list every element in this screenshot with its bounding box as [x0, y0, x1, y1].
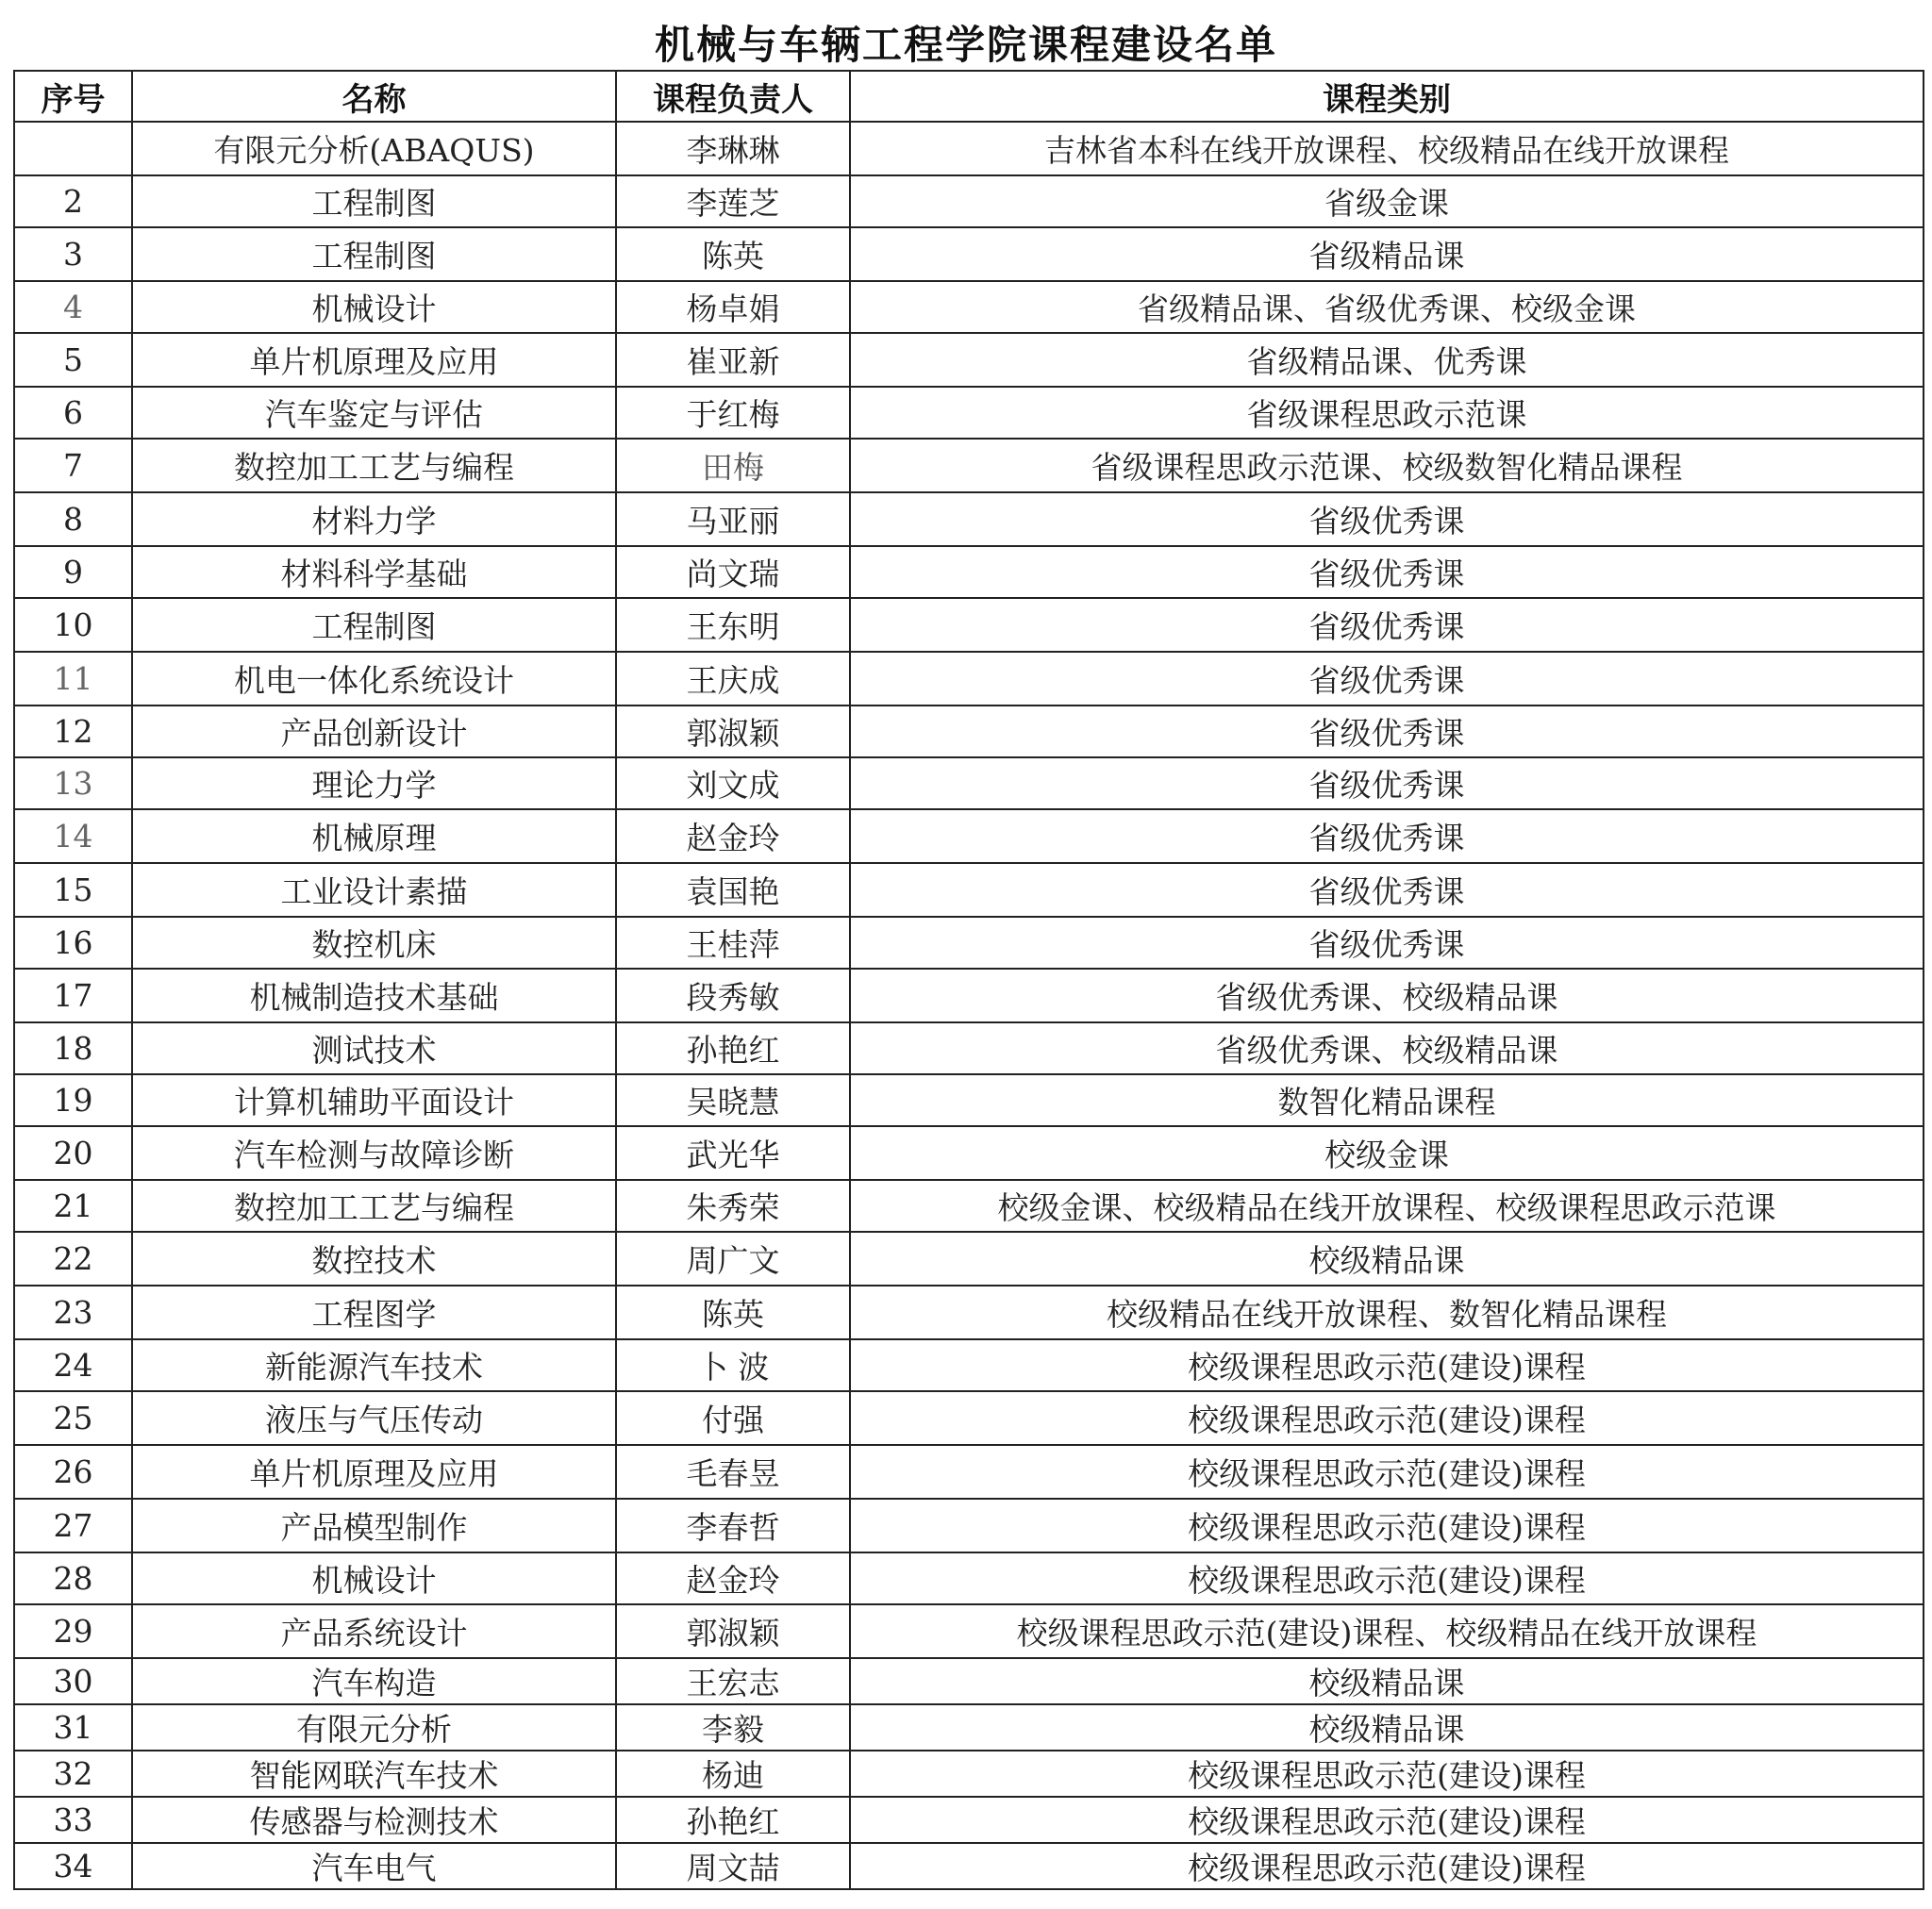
- cell-index: 26: [14, 1445, 132, 1499]
- cell-course-lead: 田梅: [616, 439, 850, 492]
- table-row: [14, 1232, 1924, 1286]
- cell-course-lead: 武光华: [616, 1126, 850, 1180]
- table-row: [14, 1126, 1924, 1180]
- table-row: [14, 281, 1924, 333]
- cell-course-lead: 孙艳红: [616, 1022, 850, 1074]
- cell-course-lead: 李莲芝: [616, 175, 850, 227]
- header-name: 名称: [132, 71, 616, 122]
- cell-course-category: 省级优秀课、校级精品课: [850, 1022, 1924, 1074]
- cell-course-category: 校级精品课: [850, 1232, 1924, 1286]
- cell-course-lead: 朱秀荣: [616, 1180, 850, 1232]
- cell-course-name: 数控加工工艺与编程: [132, 1180, 616, 1232]
- table-row: [14, 492, 1924, 546]
- cell-index: 7: [14, 439, 132, 492]
- cell-index: [14, 122, 132, 175]
- cell-index: 28: [14, 1552, 132, 1604]
- cell-course-category: 省级优秀课、校级精品课: [850, 969, 1924, 1022]
- cell-course-lead: 于红梅: [616, 387, 850, 439]
- table-row: [14, 1022, 1924, 1074]
- cell-course-lead: 赵金玲: [616, 809, 850, 863]
- table-row: [14, 1180, 1924, 1232]
- table-row: [14, 546, 1924, 598]
- cell-index: 11: [14, 652, 132, 706]
- cell-course-category: 省级优秀课: [850, 492, 1924, 546]
- table-row: [14, 706, 1924, 757]
- cell-course-name: 传感器与检测技术: [132, 1797, 616, 1843]
- table-row: [14, 652, 1924, 706]
- table-row: [14, 333, 1924, 387]
- cell-course-category: 省级优秀课: [850, 757, 1924, 809]
- cell-course-name: 工业设计素描: [132, 863, 616, 917]
- cell-index: 30: [14, 1658, 132, 1704]
- cell-index: 23: [14, 1286, 132, 1339]
- cell-course-lead: 周广文: [616, 1232, 850, 1286]
- cell-index: 10: [14, 598, 132, 652]
- cell-course-name: 有限元分析: [132, 1704, 616, 1751]
- cell-course-category: 省级优秀课: [850, 809, 1924, 863]
- table-row: [14, 1797, 1924, 1843]
- cell-course-category: 省级优秀课: [850, 546, 1924, 598]
- cell-course-name: 工程制图: [132, 598, 616, 652]
- cell-course-name: 单片机原理及应用: [132, 333, 616, 387]
- table-row: [14, 1552, 1924, 1604]
- cell-course-lead: 李琳琳: [616, 122, 850, 175]
- cell-course-category: 省级优秀课: [850, 652, 1924, 706]
- cell-index: 34: [14, 1843, 132, 1889]
- table-row: [14, 917, 1924, 969]
- cell-course-category: 省级精品课: [850, 227, 1924, 281]
- cell-course-name: 计算机辅助平面设计: [132, 1074, 616, 1126]
- cell-course-name: 汽车构造: [132, 1658, 616, 1704]
- cell-course-name: 机械制造技术基础: [132, 969, 616, 1022]
- cell-course-lead: 杨迪: [616, 1751, 850, 1797]
- cell-course-category: 校级课程思政示范(建设)课程: [850, 1499, 1924, 1552]
- table-row: [14, 175, 1924, 227]
- cell-course-lead: 付强: [616, 1391, 850, 1445]
- cell-course-category: 省级优秀课: [850, 863, 1924, 917]
- cell-course-lead: 崔亚新: [616, 333, 850, 387]
- cell-course-name: 产品系统设计: [132, 1604, 616, 1658]
- table-row: [14, 1339, 1924, 1391]
- cell-course-name: 工程图学: [132, 1286, 616, 1339]
- cell-index: 17: [14, 969, 132, 1022]
- cell-course-name: 产品创新设计: [132, 706, 616, 757]
- table-row: [14, 1658, 1924, 1704]
- cell-index: 2: [14, 175, 132, 227]
- cell-course-lead: 周文喆: [616, 1843, 850, 1889]
- cell-course-category: 省级精品课、优秀课: [850, 333, 1924, 387]
- cell-course-lead: 赵金玲: [616, 1552, 850, 1604]
- table-row: [14, 227, 1924, 281]
- cell-course-name: 工程制图: [132, 175, 616, 227]
- cell-course-name: 机械原理: [132, 809, 616, 863]
- cell-index: 31: [14, 1704, 132, 1751]
- cell-index: 20: [14, 1126, 132, 1180]
- course-table: [13, 70, 1924, 1890]
- cell-course-category: 校级精品课: [850, 1704, 1924, 1751]
- table-row: [14, 863, 1924, 917]
- table-row: [14, 1074, 1924, 1126]
- cell-course-category: 省级课程思政示范课: [850, 387, 1924, 439]
- cell-course-lead: 吴晓慧: [616, 1074, 850, 1126]
- table-row: [14, 598, 1924, 652]
- cell-index: 27: [14, 1499, 132, 1552]
- cell-course-lead: 郭淑颖: [616, 1604, 850, 1658]
- cell-course-category: 校级课程思政示范(建设)课程: [850, 1843, 1924, 1889]
- table-row: [14, 439, 1924, 492]
- cell-course-category: 省级精品课、省级优秀课、校级金课: [850, 281, 1924, 333]
- cell-course-lead: 李毅: [616, 1704, 850, 1751]
- table-row: [14, 1499, 1924, 1552]
- header-index: 序号: [14, 71, 132, 122]
- cell-course-category: 校级金课、校级精品在线开放课程、校级课程思政示范课: [850, 1180, 1924, 1232]
- table-row: [14, 1751, 1924, 1797]
- cell-course-name: 材料力学: [132, 492, 616, 546]
- cell-course-lead: 李春哲: [616, 1499, 850, 1552]
- table-row: [14, 387, 1924, 439]
- cell-course-name: 数控加工工艺与编程: [132, 439, 616, 492]
- cell-index: 25: [14, 1391, 132, 1445]
- cell-course-category: 省级优秀课: [850, 917, 1924, 969]
- cell-course-name: 新能源汽车技术: [132, 1339, 616, 1391]
- cell-course-category: 数智化精品课程: [850, 1074, 1924, 1126]
- cell-course-name: 汽车检测与故障诊断: [132, 1126, 616, 1180]
- cell-course-category: 校级课程思政示范(建设)课程、校级精品在线开放课程: [850, 1604, 1924, 1658]
- cell-index: 13: [14, 757, 132, 809]
- cell-course-category: 吉林省本科在线开放课程、校级精品在线开放课程: [850, 122, 1924, 175]
- cell-index: 24: [14, 1339, 132, 1391]
- cell-course-name: 机电一体化系统设计: [132, 652, 616, 706]
- cell-course-category: 校级课程思政示范(建设)课程: [850, 1445, 1924, 1499]
- cell-index: 15: [14, 863, 132, 917]
- table-row: [14, 969, 1924, 1022]
- cell-course-lead: 毛春昱: [616, 1445, 850, 1499]
- table-row: [14, 1704, 1924, 1751]
- cell-index: 19: [14, 1074, 132, 1126]
- cell-course-name: 有限元分析(ABAQUS): [132, 122, 616, 175]
- cell-course-category: 省级金课: [850, 175, 1924, 227]
- table-row: [14, 1391, 1924, 1445]
- cell-course-lead: 王宏志: [616, 1658, 850, 1704]
- cell-course-name: 理论力学: [132, 757, 616, 809]
- table-header-row: [14, 71, 1924, 122]
- cell-course-name: 智能网联汽车技术: [132, 1751, 616, 1797]
- cell-course-category: 校级课程思政示范(建设)课程: [850, 1391, 1924, 1445]
- cell-index: 8: [14, 492, 132, 546]
- cell-index: 21: [14, 1180, 132, 1232]
- cell-course-name: 汽车鉴定与评估: [132, 387, 616, 439]
- cell-course-name: 产品模型制作: [132, 1499, 616, 1552]
- cell-course-name: 工程制图: [132, 227, 616, 281]
- cell-course-name: 材料科学基础: [132, 546, 616, 598]
- table-row: [14, 757, 1924, 809]
- cell-course-category: 校级金课: [850, 1126, 1924, 1180]
- cell-course-lead: 杨卓娟: [616, 281, 850, 333]
- cell-course-category: 校级精品课: [850, 1658, 1924, 1704]
- cell-index: 14: [14, 809, 132, 863]
- cell-index: 29: [14, 1604, 132, 1658]
- cell-index: 16: [14, 917, 132, 969]
- cell-course-lead: 马亚丽: [616, 492, 850, 546]
- cell-course-lead: 段秀敏: [616, 969, 850, 1022]
- cell-course-name: 数控技术: [132, 1232, 616, 1286]
- cell-course-lead: 袁国艳: [616, 863, 850, 917]
- cell-index: 33: [14, 1797, 132, 1843]
- cell-index: 18: [14, 1022, 132, 1074]
- page-title: 机械与车辆工程学院课程建设名单: [654, 22, 1277, 68]
- cell-course-name: 机械设计: [132, 281, 616, 333]
- cell-course-lead: 陈英: [616, 227, 850, 281]
- header-lead: 课程负责人: [616, 71, 850, 122]
- cell-course-lead: 卜 波: [616, 1339, 850, 1391]
- cell-course-lead: 陈英: [616, 1286, 850, 1339]
- cell-course-name: 汽车电气: [132, 1843, 616, 1889]
- cell-course-lead: 郭淑颖: [616, 706, 850, 757]
- cell-course-name: 测试技术: [132, 1022, 616, 1074]
- cell-course-category: 校级课程思政示范(建设)课程: [850, 1339, 1924, 1391]
- cell-course-category: 校级课程思政示范(建设)课程: [850, 1751, 1924, 1797]
- cell-course-lead: 王桂萍: [616, 917, 850, 969]
- cell-course-name: 液压与气压传动: [132, 1391, 616, 1445]
- cell-course-lead: 尚文瑞: [616, 546, 850, 598]
- cell-course-category: 校级精品在线开放课程、数智化精品课程: [850, 1286, 1924, 1339]
- cell-course-category: 校级课程思政示范(建设)课程: [850, 1552, 1924, 1604]
- cell-index: 4: [14, 281, 132, 333]
- cell-course-lead: 王东明: [616, 598, 850, 652]
- cell-course-category: 校级课程思政示范(建设)课程: [850, 1797, 1924, 1843]
- header-category: 课程类别: [850, 71, 1924, 122]
- cell-course-category: 省级优秀课: [850, 598, 1924, 652]
- table-row: [14, 1286, 1924, 1339]
- table-row: [14, 1445, 1924, 1499]
- cell-course-lead: 孙艳红: [616, 1797, 850, 1843]
- cell-course-name: 单片机原理及应用: [132, 1445, 616, 1499]
- cell-index: 5: [14, 333, 132, 387]
- cell-course-name: 机械设计: [132, 1552, 616, 1604]
- table-row: [14, 1604, 1924, 1658]
- table-body: [14, 122, 1924, 1889]
- cell-index: 3: [14, 227, 132, 281]
- cell-course-name: 数控机床: [132, 917, 616, 969]
- cell-index: 12: [14, 706, 132, 757]
- cell-course-category: 省级优秀课: [850, 706, 1924, 757]
- cell-index: 32: [14, 1751, 132, 1797]
- cell-course-lead: 王庆成: [616, 652, 850, 706]
- cell-index: 22: [14, 1232, 132, 1286]
- cell-index: 6: [14, 387, 132, 439]
- table-row: [14, 1843, 1924, 1889]
- table-row: [14, 122, 1924, 175]
- cell-index: 9: [14, 546, 132, 598]
- cell-course-category: 省级课程思政示范课、校级数智化精品课程: [850, 439, 1924, 492]
- cell-course-lead: 刘文成: [616, 757, 850, 809]
- table-row: [14, 809, 1924, 863]
